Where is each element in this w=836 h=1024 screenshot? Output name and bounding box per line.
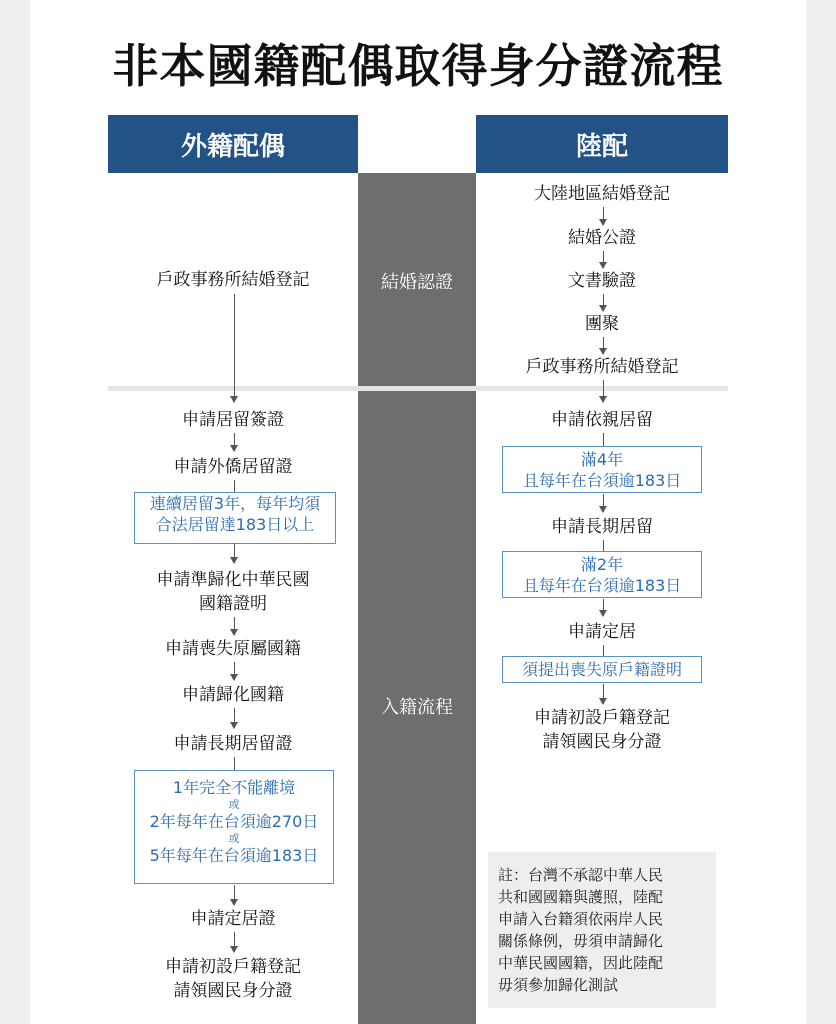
condition-line: 合法居留達183日以上: [155, 515, 315, 534]
step-line: 請領國民身分證: [542, 732, 662, 752]
condition-line: 1年完全不能離境: [172, 778, 296, 797]
condition-line: 且每年在台須逾183日: [522, 471, 682, 490]
step-line: 國籍證明: [199, 594, 267, 614]
stage-marriage-certification: 結婚認證: [381, 272, 453, 293]
connector-line: [603, 540, 604, 551]
arrow-down-icon: [603, 684, 604, 704]
connector-line: [234, 480, 235, 492]
condition-line: 滿2年: [580, 555, 624, 574]
mainland-settlement: 申請定居: [568, 622, 636, 642]
arrow-down-icon: [234, 885, 235, 905]
connector-line: [603, 645, 604, 656]
mainland-household-registration: 戶政事務所結婚登記: [525, 357, 679, 377]
condition-or: 或: [228, 832, 240, 845]
header-mainland-spouse: 陸配: [476, 115, 728, 173]
arrow-down-icon: [603, 494, 604, 512]
note-line: 共和國國籍與護照，陸配: [498, 888, 664, 906]
step-line: 請領國民身分證: [173, 981, 293, 1001]
mainland-reunion: 團聚: [585, 314, 619, 334]
section-divider: [108, 386, 728, 391]
condition-line: 5年每年在台須逾183日: [149, 846, 319, 865]
arrow-down-icon: [603, 251, 604, 268]
stage-column: [358, 173, 476, 1024]
mainland-condition-4-years: [502, 446, 702, 493]
foreign-settlement-certificate: 申請定居證: [190, 909, 276, 929]
arrow-down-icon: [234, 294, 235, 402]
connector-line: [234, 757, 235, 770]
foreign-naturalize: 申請歸化國籍: [182, 685, 284, 705]
arrow-down-icon: [234, 433, 235, 451]
foreign-final-step: [108, 955, 358, 1003]
mainland-condition-lose-registration: 須提出喪失原戶籍證明: [502, 656, 702, 683]
note-line: 毋須參加歸化測試: [498, 976, 619, 994]
arrow-down-icon: [603, 599, 604, 616]
note-line: 中華民國國籍，因此陸配: [498, 954, 664, 972]
condition-line: 且每年在台須逾183日: [522, 576, 682, 595]
arrow-down-icon: [603, 380, 604, 402]
mainland-note: [488, 852, 716, 1008]
condition-line: 2年每年在台須逾270日: [149, 812, 319, 831]
foreign-naturalization-certificate: [108, 568, 358, 616]
stage-naturalization-process: 入籍流程: [381, 697, 453, 718]
note-line: 關係條例，毋須申請歸化: [498, 932, 664, 950]
page-title: 非本國籍配偶取得身分證流程: [112, 39, 724, 93]
arrow-down-icon: [603, 337, 604, 354]
mainland-kin-residence: 申請依親居留: [551, 410, 653, 430]
connector-line: [603, 433, 604, 446]
foreign-long-term-residence: 申請長期居留證: [173, 734, 293, 754]
step-line: 申請準歸化中華民國: [156, 570, 310, 590]
mainland-condition-2-years: [502, 551, 702, 598]
arrow-down-icon: [234, 617, 235, 635]
note-line: 申請入台籍須依兩岸人民: [498, 910, 664, 928]
arrow-down-icon: [234, 543, 235, 563]
foreign-marriage-registration: 戶政事務所結婚登記: [156, 270, 310, 290]
arrow-down-icon: [234, 662, 235, 680]
step-line: 申請初設戶籍登記: [165, 957, 301, 977]
condition-line: 滿4年: [580, 450, 624, 469]
mainland-notarization: 結婚公證: [568, 228, 636, 248]
condition-line: 連續居留3年，每年均須: [149, 494, 321, 513]
mainland-final-step: [476, 706, 728, 754]
mainland-long-term-residence: 申請長期居留: [551, 517, 653, 537]
arrow-down-icon: [603, 207, 604, 225]
header-foreign-spouse: 外籍配偶: [108, 115, 358, 173]
foreign-step-visa: 申請居留簽證: [182, 410, 284, 430]
mainland-marriage-registration: 大陸地區結婚登記: [534, 184, 670, 204]
step-line: 申請初設戶籍登記: [534, 708, 670, 728]
arrow-down-icon: [234, 932, 235, 952]
mainland-document-verification: 文書驗證: [568, 271, 636, 291]
foreign-condition-stay: [134, 770, 334, 884]
foreign-lose-nationality: 申請喪失原屬國籍: [165, 639, 301, 659]
foreign-step-resident-certificate: 申請外僑居留證: [173, 457, 293, 477]
arrow-down-icon: [234, 708, 235, 728]
foreign-condition-residency: [134, 492, 336, 544]
note-line: 註：台灣不承認中華人民: [498, 866, 664, 884]
arrow-down-icon: [603, 294, 604, 311]
condition-or: 或: [228, 798, 240, 811]
